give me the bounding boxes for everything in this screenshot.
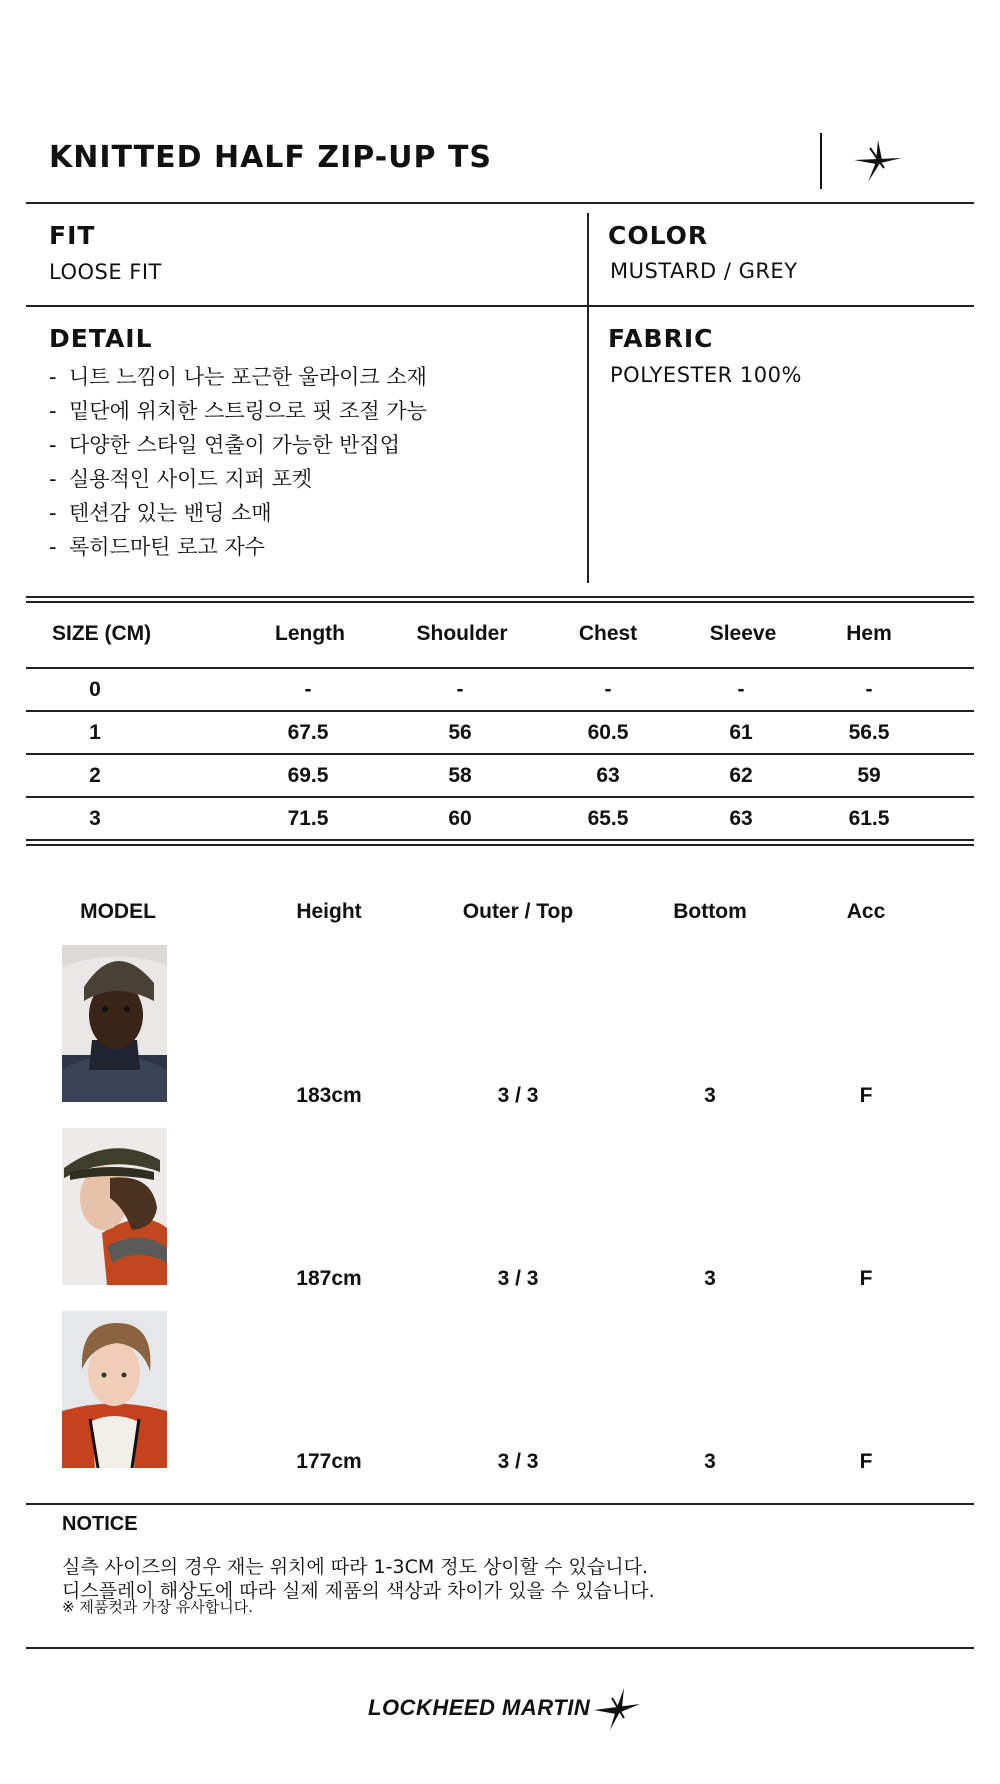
bottom-header: Bottom xyxy=(673,900,747,923)
size-header: SIZE (CM) xyxy=(52,622,152,645)
size-cell: 1 xyxy=(89,721,101,744)
divider xyxy=(26,796,974,798)
divider xyxy=(26,839,974,841)
chest-header: Chest xyxy=(578,622,638,645)
color-label: COLOR xyxy=(608,221,709,250)
fit-value: LOOSE FIT xyxy=(49,260,162,284)
header-divider xyxy=(820,133,822,189)
info-divider xyxy=(587,213,589,305)
divider xyxy=(26,601,974,603)
info-divider xyxy=(587,305,589,583)
detail-item: - 니트 느낌이 나는 포근한 울라이크 소재 xyxy=(49,365,427,389)
sleeve-cell: 61 xyxy=(729,721,753,744)
length-header: Length xyxy=(275,622,345,645)
size-cell: 2 xyxy=(89,764,101,787)
shoulder-cell: 58 xyxy=(448,764,472,787)
hem-cell: 59 xyxy=(857,764,881,787)
detail-item: - 실용적인 사이드 지퍼 포켓 xyxy=(49,467,313,491)
acc-cell: F xyxy=(859,1267,873,1290)
divider xyxy=(26,753,974,755)
height-header: Height xyxy=(296,900,362,923)
length-cell: 71.5 xyxy=(287,807,329,830)
length-cell: 67.5 xyxy=(287,721,329,744)
hem-cell: - xyxy=(865,678,873,701)
divider xyxy=(26,844,974,846)
length-cell: 69.5 xyxy=(287,764,329,787)
chest-cell: 60.5 xyxy=(587,721,629,744)
divider xyxy=(26,710,974,712)
shoulder-cell: 56 xyxy=(448,721,472,744)
notice-title: NOTICE xyxy=(62,1513,138,1535)
sleeve-cell: 63 xyxy=(729,807,753,830)
hem-cell: 56.5 xyxy=(848,721,890,744)
detail-item: - 텐션감 있는 밴딩 소매 xyxy=(49,501,272,525)
divider xyxy=(26,1503,974,1505)
detail-item: - 밑단에 위치한 스트링으로 핏 조절 가능 xyxy=(49,399,427,423)
sleeve-header: Sleeve xyxy=(709,622,777,645)
fabric-value: POLYESTER 100% xyxy=(610,363,802,387)
height-cell: 177cm xyxy=(296,1450,362,1473)
divider xyxy=(26,596,974,598)
brand-logo: LOCKHEED MARTIN xyxy=(368,1695,591,1720)
notice-line: 디스플레이 해상도에 따라 실제 제품의 색상과 차이가 있을 수 있습니다. xyxy=(62,1580,655,1602)
notice-line: 실측 사이즈의 경우 재는 위치에 따라 1-3CM 정도 상이할 수 있습니다. xyxy=(62,1556,648,1578)
shoulder-header: Shoulder xyxy=(416,622,508,645)
bottom-cell: 3 xyxy=(704,1267,716,1290)
star-logo-icon xyxy=(852,138,904,188)
divider xyxy=(26,1647,974,1649)
model-header: MODEL xyxy=(80,900,156,923)
detail-list xyxy=(49,360,427,564)
sleeve-cell: 62 xyxy=(729,764,753,787)
chest-cell: - xyxy=(604,678,612,701)
outer-top-cell: 3 / 3 xyxy=(497,1267,539,1290)
acc-cell: F xyxy=(859,1450,873,1473)
outer-top-cell: 3 / 3 xyxy=(497,1450,539,1473)
brand-star-icon xyxy=(594,1688,642,1736)
color-value: MUSTARD / GREY xyxy=(610,259,798,283)
chest-cell: 65.5 xyxy=(587,807,629,830)
sleeve-cell: - xyxy=(737,678,745,701)
acc-header: Acc xyxy=(846,900,886,923)
outer-top-header: Outer / Top xyxy=(462,900,574,923)
notice-small: ※ 제품컷과 가장 유사합니다. xyxy=(62,1598,254,1616)
divider xyxy=(26,305,974,307)
detail-item: - 록히드마틴 로고 자수 xyxy=(49,535,265,559)
divider xyxy=(26,202,974,204)
divider xyxy=(26,667,974,669)
model-photo xyxy=(62,1128,167,1285)
shoulder-cell: - xyxy=(456,678,464,701)
fabric-label: FABRIC xyxy=(608,324,714,353)
model-photo xyxy=(62,1311,167,1468)
size-cell: 3 xyxy=(89,807,101,830)
height-cell: 183cm xyxy=(296,1084,362,1107)
size-cell: 0 xyxy=(89,678,101,701)
fit-label: FIT xyxy=(49,221,96,250)
bottom-cell: 3 xyxy=(704,1450,716,1473)
detail-item: - 다양한 스타일 연출이 가능한 반집업 xyxy=(49,433,400,457)
model-photo xyxy=(62,945,167,1102)
chest-cell: 63 xyxy=(596,764,620,787)
height-cell: 187cm xyxy=(296,1267,362,1290)
length-cell: - xyxy=(304,678,312,701)
acc-cell: F xyxy=(859,1084,873,1107)
shoulder-cell: 60 xyxy=(448,807,472,830)
hem-cell: 61.5 xyxy=(848,807,890,830)
outer-top-cell: 3 / 3 xyxy=(497,1084,539,1107)
product-title: KNITTED HALF ZIP-UP TS xyxy=(49,140,493,175)
detail-label: DETAIL xyxy=(49,324,153,353)
hem-header: Hem xyxy=(846,622,892,645)
bottom-cell: 3 xyxy=(704,1084,716,1107)
